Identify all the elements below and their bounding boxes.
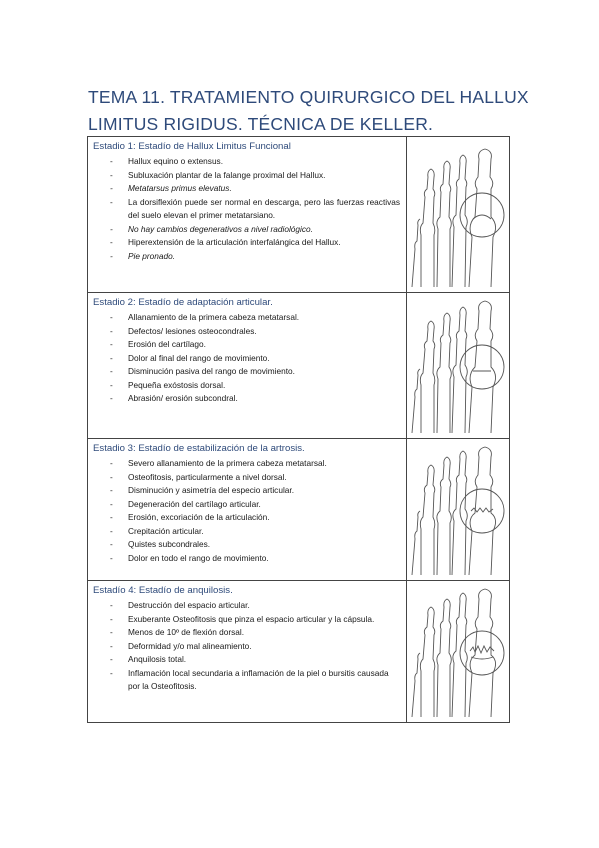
list-item: - Exuberante Osteofitosis que pinza el espacio articular y la cápsula. xyxy=(88,613,400,627)
list-item: - Erosión, excoriación de la articulación. xyxy=(88,511,400,525)
list-item: - Disminución y asimetría del especio articular. xyxy=(88,484,400,498)
foot-bones-illustration xyxy=(407,293,508,438)
stage-text-cell xyxy=(88,439,407,581)
list-item: - Allanamiento de la primera cabeza metatarsal. xyxy=(88,311,400,325)
list-item: - Quistes subcondrales. xyxy=(88,538,400,552)
stage-item-list xyxy=(88,311,406,406)
list-item: - Pie pronado. xyxy=(88,250,400,264)
stage-heading: Estadio 3: Estadío de estabilización de la artrosis. xyxy=(93,443,305,454)
stage-illustration-cell xyxy=(407,439,510,581)
stage-row-4 xyxy=(88,581,510,723)
list-item: - Dolor al final del rango de movimiento. xyxy=(88,352,400,366)
list-item: - Dolor en todo el rango de movimiento. xyxy=(88,552,400,566)
stage-row-1 xyxy=(88,137,510,293)
stages-table xyxy=(87,136,510,723)
list-item: - Metatarsus primus elevatus. xyxy=(88,182,400,196)
stage-text-cell xyxy=(88,581,407,723)
list-item: - Destrucción del espacio articular. xyxy=(88,599,400,613)
list-item: - Hiperextensión de la articulación interfalángica del Hallux. xyxy=(88,236,400,250)
list-item: - Abrasión/ erosión subcondral. xyxy=(88,392,400,406)
list-item: - Degeneración del cartílago articular. xyxy=(88,498,400,512)
list-item: - No hay cambios degenerativos a nivel radiológico. xyxy=(88,223,400,237)
stage-heading: Estadio 2: Estadío de adaptación articular. xyxy=(93,297,273,308)
stage-row-3 xyxy=(88,439,510,581)
stage-illustration-cell xyxy=(407,581,510,723)
list-item: - Inflamación local secundaria a inflamación de la piel o bursitis causada por la Osteofitosis. xyxy=(88,667,400,694)
list-item: - Disminución pasiva del rango de movimiento. xyxy=(88,365,400,379)
stage-illustration-cell xyxy=(407,293,510,439)
title-line-2: LIMITUS RIGIDUS. TÉCNICA DE KELLER. xyxy=(88,114,434,134)
foot-bones-illustration xyxy=(407,137,508,292)
list-item: - Hallux equino o extensus. xyxy=(88,155,400,169)
list-item: - Erosión del cartílago. xyxy=(88,338,400,352)
list-item: - Menos de 10º de flexión dorsal. xyxy=(88,626,400,640)
stage-item-list xyxy=(88,599,406,694)
list-item: - La dorsiflexión puede ser normal en descarga, pero las fuerzas reactivas del suelo elevan el primer metatarsiano. xyxy=(88,196,400,223)
stage-item-list xyxy=(88,155,406,263)
stage-text-cell xyxy=(88,137,407,293)
title-line-1: TEMA 11. TRATAMIENTO QUIRURGICO DEL HALLUX xyxy=(88,87,529,107)
stage-illustration-cell xyxy=(407,137,510,293)
list-item: - Osteofitosis, particularmente a nivel dorsal. xyxy=(88,471,400,485)
list-item: - Anquilosis total. xyxy=(88,653,400,667)
foot-bones-illustration xyxy=(407,581,508,722)
list-item: - Pequeña exóstosis dorsal. xyxy=(88,379,400,393)
list-item: - Crepitación articular. xyxy=(88,525,400,539)
foot-bones-illustration xyxy=(407,439,508,580)
stage-heading: Estadío 4: Estadío de anquilosis. xyxy=(93,585,233,596)
page-title xyxy=(88,84,528,138)
list-item: - Deformidad y/o mal alineamiento. xyxy=(88,640,400,654)
list-item: - Defectos/ lesiones osteocondrales. xyxy=(88,325,400,339)
stage-text-cell xyxy=(88,293,407,439)
list-item: - Subluxación plantar de la falange proximal del Hallux. xyxy=(88,169,400,183)
list-item: - Severo allanamiento de la primera cabeza metatarsal. xyxy=(88,457,400,471)
stage-heading: Estadio 1: Estadío de Hallux Limitus Funcional xyxy=(93,141,291,152)
stage-row-2 xyxy=(88,293,510,439)
stage-item-list xyxy=(88,457,406,565)
